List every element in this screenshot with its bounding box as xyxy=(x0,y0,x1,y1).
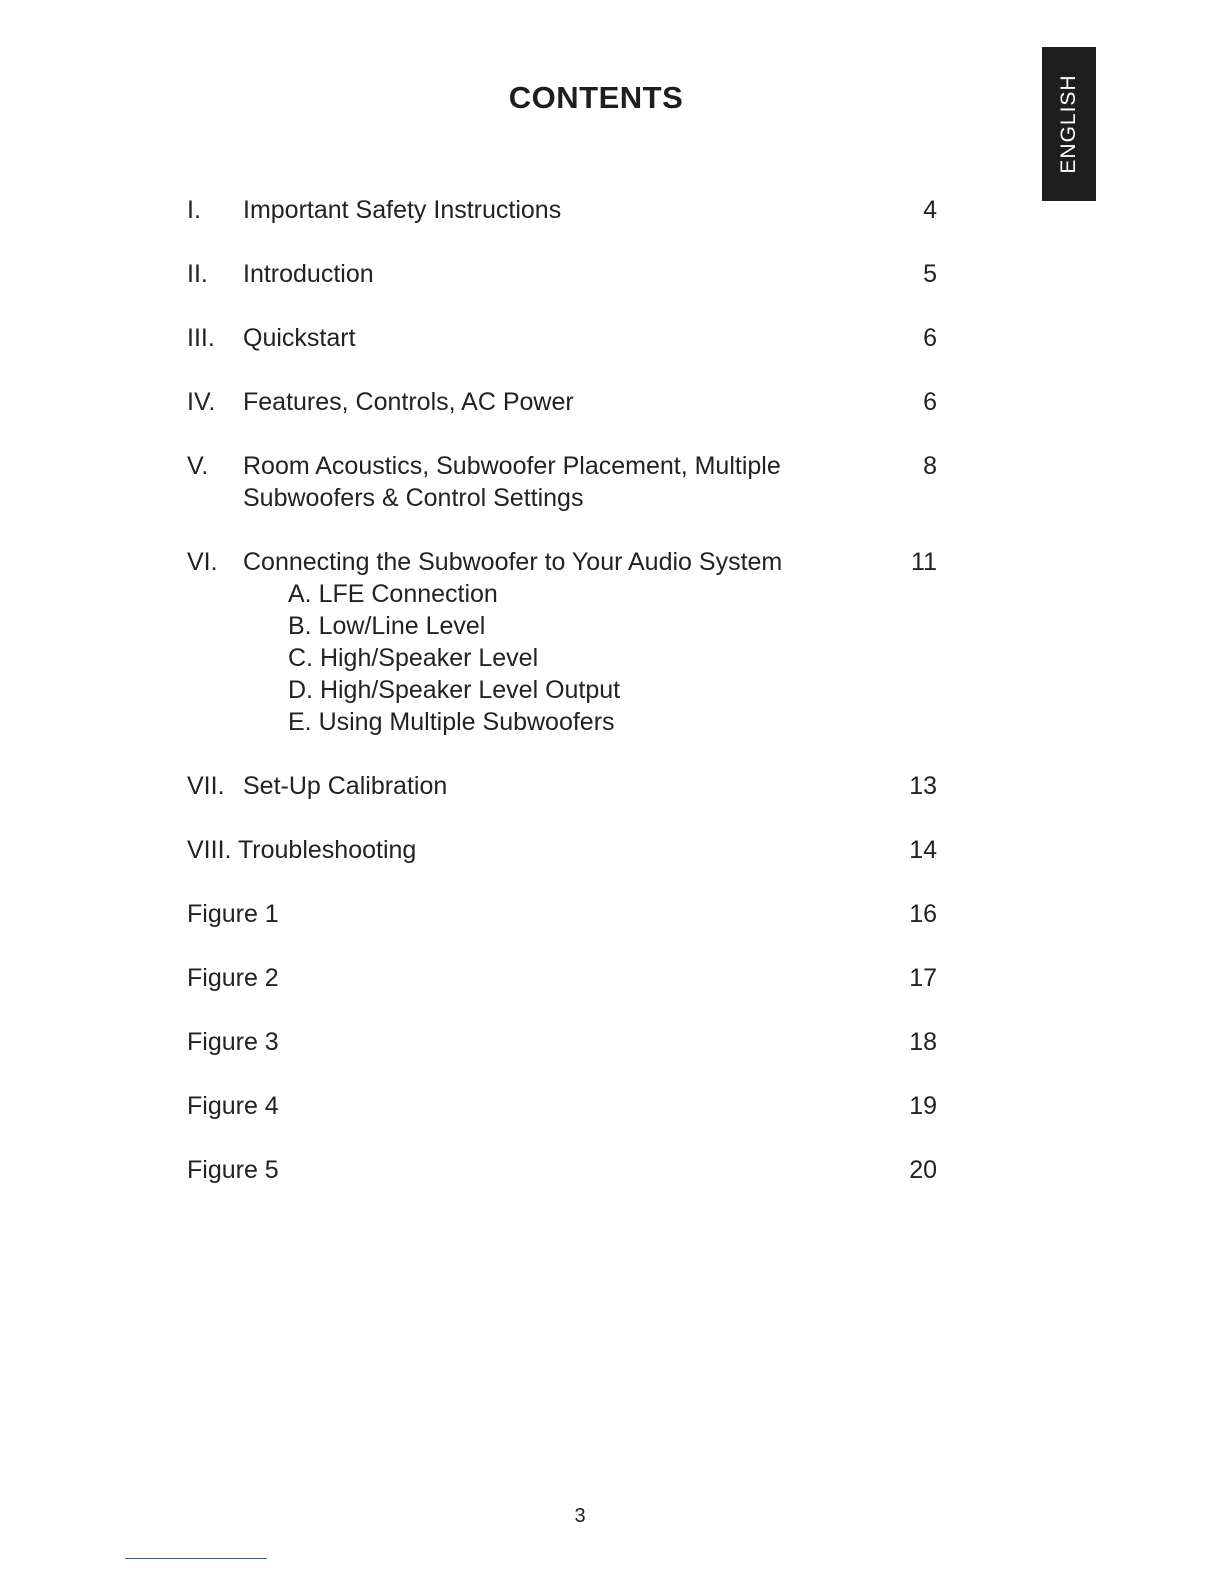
toc-title: Introduction xyxy=(243,260,374,288)
toc-title: Figure 2 xyxy=(187,964,279,992)
toc-title: Figure 5 xyxy=(187,1156,279,1184)
toc-title: Quickstart xyxy=(243,324,356,352)
toc-numeral: III. xyxy=(187,324,215,352)
toc-numeral: II. xyxy=(187,260,208,288)
toc-title-line-2: Subwoofers & Control Settings xyxy=(243,484,584,512)
toc-numeral: IV. xyxy=(187,388,216,416)
toc-page-number: 5 xyxy=(923,260,937,288)
toc-title: Figure 4 xyxy=(187,1092,279,1120)
toc-title: Important Safety Instructions xyxy=(243,196,562,224)
page-title: CONTENTS xyxy=(508,80,684,115)
toc-subitem-low-line[interactable]: B. Low/Line Level xyxy=(288,612,486,640)
toc-page-number: 18 xyxy=(909,1028,937,1056)
toc-page-number: 16 xyxy=(909,900,937,928)
toc-page-number: 19 xyxy=(909,1092,937,1120)
toc-page-number: 6 xyxy=(923,324,937,352)
language-tab-label: ENGLISH xyxy=(1057,74,1080,174)
toc-page-number: 13 xyxy=(909,772,937,800)
toc-title-line-1: Room Acoustics, Subwoofer Placement, Multiple xyxy=(243,452,781,480)
toc-entry-room-acoustics[interactable] xyxy=(187,450,937,514)
toc-numeral: I. xyxy=(187,196,201,224)
toc-page-number: 6 xyxy=(923,388,937,416)
footer-rule xyxy=(125,1558,267,1559)
toc-title: Connecting the Subwoofer to Your Audio System xyxy=(243,548,783,576)
toc-subitem-high-speaker-output[interactable]: D. High/Speaker Level Output xyxy=(288,676,621,704)
toc-numeral: VII. xyxy=(187,772,225,800)
toc-page-number: 17 xyxy=(909,964,937,992)
page-number: 3 xyxy=(574,1505,586,1527)
toc-title: Figure 1 xyxy=(187,900,279,928)
toc-subitem-lfe[interactable]: A. LFE Connection xyxy=(288,580,498,608)
toc-numeral: V. xyxy=(187,452,209,480)
language-tab xyxy=(1042,47,1096,201)
toc-page-number: 4 xyxy=(923,196,937,224)
toc-numeral: VI. xyxy=(187,548,218,576)
toc-page-number: 8 xyxy=(923,452,937,480)
toc-page-number: 20 xyxy=(909,1156,937,1184)
toc-title: VIII. Troubleshooting xyxy=(187,836,417,864)
toc-title: Figure 3 xyxy=(187,1028,279,1056)
toc-entry-connecting[interactable] xyxy=(187,546,937,738)
toc-subitem-high-speaker[interactable]: C. High/Speaker Level xyxy=(288,644,539,672)
toc-title: Features, Controls, AC Power xyxy=(243,388,574,416)
toc-title: Set-Up Calibration xyxy=(243,772,448,800)
toc-subitem-multiple-subwoofers[interactable]: E. Using Multiple Subwoofers xyxy=(288,708,615,736)
toc-page-number: 14 xyxy=(909,836,937,864)
toc-page-number: 11 xyxy=(911,548,937,576)
